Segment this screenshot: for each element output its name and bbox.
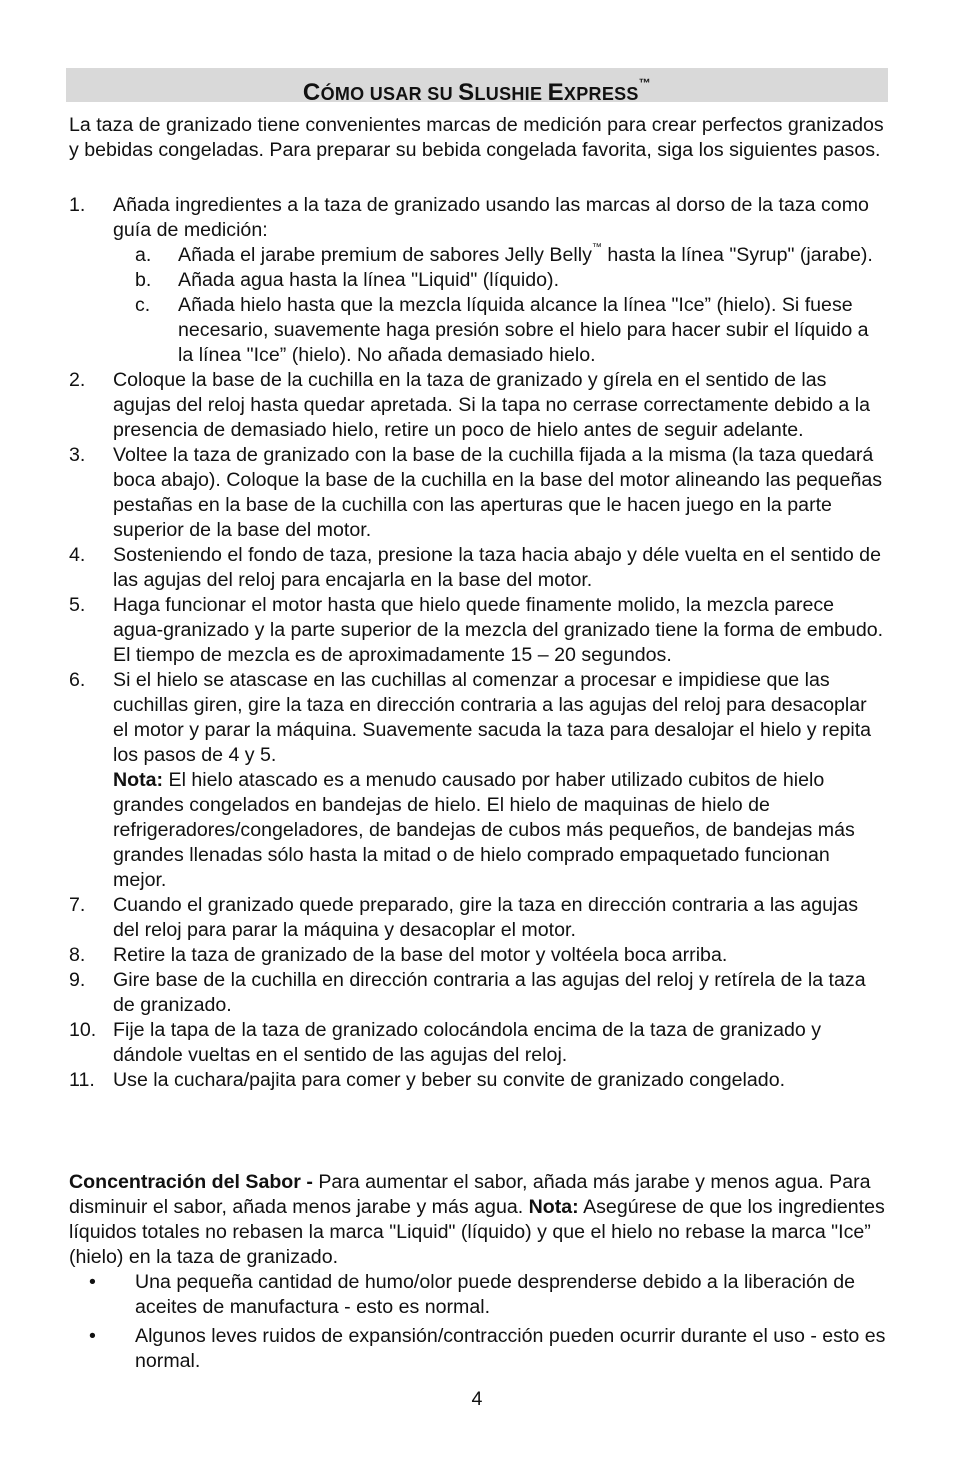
note-label: Nota: [113,769,164,791]
flavor-paragraph [69,1170,887,1270]
list-item [69,1270,887,1320]
bullet-list [69,1270,887,1378]
flavor-label: Concentración del Sabor - [69,1171,313,1193]
flavor-text: Para aumentar el sabor, añada más jarabe y menos agua. Para disminuir el sabor, añada menos jarabe y más agua. [69,1171,871,1218]
substep-item [69,293,887,368]
step-text: Fije la tapa de la taza de granizado colocándola encima de la taza de granizado y dándole vueltas en el sentido de las agujas del reloj. [113,1019,822,1066]
trademark-symbol: ™ [591,242,602,254]
list-item [69,1324,887,1374]
step-text: Haga funcionar el motor hasta que hielo quede finamente molido, la mezcla parece agua-granizado y la parte superior de la mezcla del granizado tiene la forma de embudo. El tiempo de mezcla es de aproximadamente 15 – 20 segundos. [113,594,884,666]
title-text: S [458,79,475,106]
step-item [69,1018,887,1068]
substep-letter: b. [135,269,152,291]
step-item [69,193,887,368]
step-text: Use la cuchara/pajita para comer y beber su convite de granizado congelado. [113,1069,786,1091]
step-number: 5. [69,594,86,616]
step-item [69,943,887,968]
title-text: C [302,79,321,106]
step-item [69,368,887,443]
step-number: 1. [69,194,86,216]
substep-text: Añada hielo hasta que la mezcla líquida alcance la línea "Ice” (hielo). Si fuese necesario, suavemente haga presión sobre el hielo para hacer subir el líquido a la línea "Ice” (hielo). No añada demasiado hielo. [178,294,869,366]
step-text: Coloque la base de la cuchilla en la taza de granizado y gírela en el sentido de las agujas del reloj hasta quedar apretada. Si la tapa no cerrase correctamente debido a la presencia de demasiado hielo, retire un poco de hielo antes de seguir adelante. [113,369,871,441]
step-number: 2. [69,369,86,391]
bullet-text: Una pequeña cantidad de humo/olor puede desprenderse debido a la liberación de aceites de manufactura - esto es normal. [135,1271,856,1318]
title-text: XPRESS [563,84,639,104]
step-item [69,668,887,893]
step-text: Si el hielo se atascase en las cuchillas al comenzar a procesar e impidiese que las cuchillas giren, gire la taza en dirección contraria a las agujas del reloj para desacoplar el motor y parar la máquina. Suavemente sacuda la taza para desalojar el hielo y repita los pasos de 4 y 5. [113,669,872,766]
step-number: 4. [69,544,86,566]
step-text: Añada ingredientes a la taza de granizado usando las marcas al dorso de la taza como guía de medición: [113,194,869,241]
substep-text: Añada el jarabe premium de sabores Jelly Belly [178,244,592,266]
trademark-symbol: ™ [638,76,652,90]
step-item [69,968,887,1018]
page-number: 4 [471,1388,483,1410]
bullet-icon: • [89,1271,96,1293]
step-text: Retire la taza de granizado de la base del motor y voltéela boca arriba. [113,944,728,966]
steps-list [69,193,887,1093]
step-text: Cuando el granizado quede preparado, gire la taza en dirección contraria a las agujas del reloj para parar la máquina y desacoplar el motor. [113,894,859,941]
step-number: 3. [69,444,86,466]
title-text: ÓMO USAR SU [320,84,459,104]
intro-paragraph: La taza de granizado tiene convenientes marcas de medición para crear perfectos granizados y bebidas congeladas. Para preparar su bebida congelada favorita, siga los siguientes pasos. [69,114,884,161]
step-item [69,443,887,543]
note-label: Nota: [528,1196,579,1218]
step-item [69,593,887,668]
substep-letter: c. [135,294,151,316]
title-text: LUSHIE [474,84,548,104]
step-number: 10. [69,1019,97,1041]
step-number: 8. [69,944,86,966]
step-item [69,543,887,593]
step-text: Voltee la taza de granizado con la base de la cuchilla fijada a la misma (la taza quedará boca abajo). Coloque la base de la cuchilla en la base del motor alineando las pequeñas pestañas en la base de la cuchilla con las aperturas que le hacen juego en la parte superior de la base del motor. [113,444,883,541]
step-number: 11. [69,1069,95,1091]
substep-item [69,243,887,268]
substep-text: Añada agua hasta la línea "Liquid" (líquido). [178,269,560,291]
step-number: 6. [69,669,86,691]
step-number: 7. [69,894,86,916]
page-title [66,68,888,106]
substep-text: hasta la línea "Syrup" (jarabe). [601,244,873,266]
title-text: E [547,79,564,106]
note-text: Asegúrese de que los ingredientes líquidos totales no rebasen la marca "Liquid" (líquido) y que el hielo no rebase la marca "Ice” (hielo) en la taza de granizado. [69,1196,885,1268]
step-item [69,893,887,943]
note-text: El hielo atascado es a menudo causado por haber utilizado cubitos de hielo grandes congelados en bandejas de hielo. El hielo de maquinas de hielo de refrigeradores/congeladores, de bandejas de cubos más pequeños, de bandejas más grandes llenadas sólo hasta la mitad o de hielo comprado empaquetado funcionan mejor. [113,769,855,891]
step-text: Sosteniendo el fondo de taza, presione la taza hacia abajo y déle vuelta en el sentido de las agujas del reloj para encajarla en la base del motor. [113,544,881,591]
step-item [69,1068,887,1093]
bullet-text: Algunos leves ruidos de expansión/contracción pueden ocurrir durante el uso - esto es normal. [135,1325,886,1372]
bullet-icon: • [89,1325,96,1347]
step-text: Gire base de la cuchilla en dirección contraria a las agujas del reloj y retírela de la taza de granizado. [113,969,866,1016]
substep-letter: a. [135,244,152,266]
step-number: 9. [69,969,86,991]
substep-item [69,268,887,293]
